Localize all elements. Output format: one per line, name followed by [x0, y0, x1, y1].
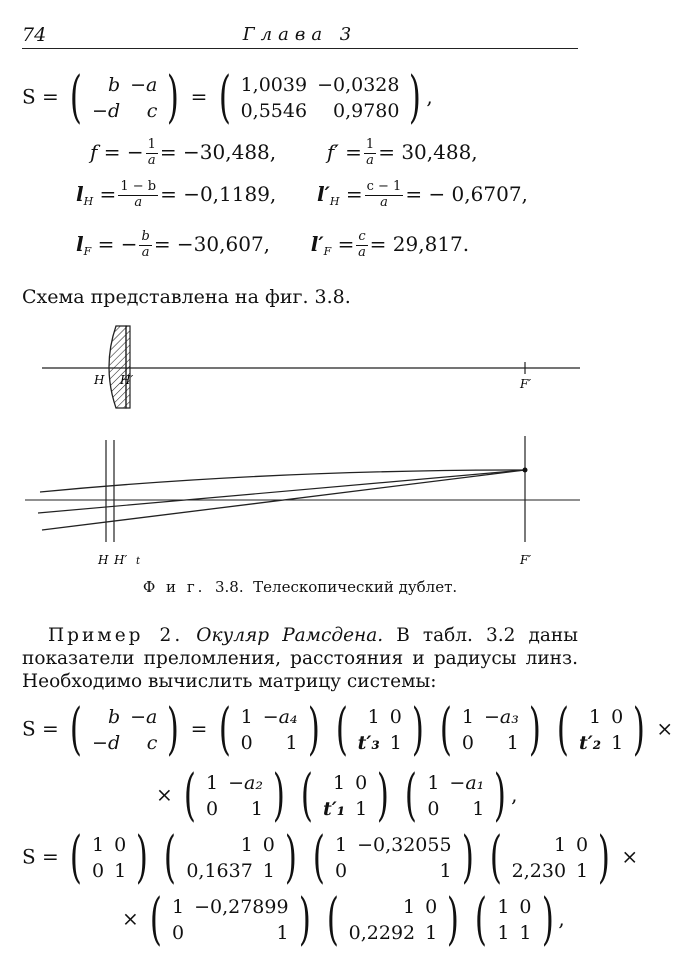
cell: 1: [114, 860, 127, 882]
eq-lhs: S: [22, 84, 36, 109]
equation-f: [90, 138, 478, 169]
lfp-symbol: l′: [310, 231, 324, 256]
fp-value: = 30,488,: [378, 139, 478, 164]
cell: 0,5546: [240, 100, 308, 122]
lh-symbol: l: [76, 181, 84, 206]
lhp-symbol: l′: [317, 181, 330, 206]
matrix-4: ( 1 0 t′₂ 1 ): [557, 697, 646, 762]
cell: −a₁: [449, 772, 485, 794]
doublet-lens: [109, 326, 126, 408]
cell: 1: [240, 834, 253, 856]
equation-ramsden-cont: [156, 763, 518, 828]
cell: 0: [114, 834, 127, 856]
cell: 1: [553, 834, 567, 856]
lhp-value: = − 0,6707,: [405, 181, 528, 206]
label-H-bottom: H: [98, 553, 109, 567]
cell: −0,27899: [194, 896, 289, 918]
equation-s-matrix: S = ( b −a −d c ) = ( 1,0039 −0,0328 0,5546 0,9780 ) ,: [22, 65, 433, 130]
numeric-matrix: ( 1,0039 −0,0328 0,5546 0,9780 ): [218, 65, 422, 130]
cell: 1: [403, 896, 416, 918]
cell: −d: [92, 732, 121, 754]
ray-1: [40, 470, 525, 492]
cell: −0,32055: [357, 834, 452, 856]
matrix-4: ( 1 0 2,230 1 ): [489, 825, 611, 890]
cell: 0: [205, 798, 219, 820]
cell: c: [146, 100, 158, 122]
equation-lh: $l_H$ = $\frac{1 - b}{a}$ = −0,1189, $l'_H$ = $\frac{c - 1}{a}$ = − 0,6707,: [76, 179, 528, 210]
figure-caption: [0, 578, 600, 596]
matrix-1: ( 1 −a₂ 0 1 ): [184, 763, 285, 828]
example-text: В табл. 3.2 даны показатели преломления, расстояния и радиусы линз. Необходимо вычислить матрицу системы:: [22, 625, 578, 692]
equation-ramsden-numeric-cont: [122, 887, 565, 952]
cell: 1: [250, 798, 263, 820]
eq-tail: ,: [426, 84, 433, 109]
times-sign: ×: [156, 782, 173, 807]
cell: 1: [285, 732, 298, 754]
matrix-3: ( 1 −0,32055 0 1 ): [313, 825, 474, 890]
scheme-text: Схема представлена на фиг. 3.8.: [22, 286, 351, 308]
cell: 0: [355, 772, 368, 794]
example-lead: Пример 2.: [48, 625, 184, 646]
fp-lhs: f′ =: [326, 139, 362, 164]
example-paragraph: [22, 624, 578, 693]
cell: 1: [519, 922, 532, 944]
cell: −a₃: [484, 706, 519, 728]
cell: 1: [389, 732, 402, 754]
cell: 0: [389, 706, 402, 728]
page-number: 74: [22, 24, 47, 46]
cell: 1: [497, 896, 510, 918]
matrix-2: ( 1 0 t′₃ 1 ): [335, 697, 424, 762]
cell: 1: [355, 798, 368, 820]
cell: −d: [92, 100, 121, 122]
lfp-value: = 29,817.: [369, 231, 470, 256]
matrix-3: ( 1 0 1 1 ): [475, 887, 554, 952]
cell: 1: [427, 772, 440, 794]
equation-lf: $l_F$ = − $\frac{b}{a}$ = −30,607, $l'_F$ = $\frac{c}{a}$ = 29,817.: [76, 229, 470, 260]
cell: −a₂: [228, 772, 263, 794]
matrix-2: ( 1 0 t′₁ 1 ): [301, 763, 390, 828]
cell: 1: [367, 706, 380, 728]
cell: 0,9780: [333, 100, 400, 122]
fp-fraction: $\frac{1}{a}$: [365, 137, 375, 168]
figure-telescopic-doublet: [20, 320, 580, 575]
chapter-title: Глава 3: [242, 24, 358, 45]
caption-label: Ф и г.: [142, 578, 206, 596]
cell: 1: [425, 922, 438, 944]
equation-ramsden-symbolic: S = ( b −a −d c ) = ( 1 −a₄ 0 1 ) ( 1 0 t′₃ 1 ) ( 1 −a₃ 0 1 ) ( 1 0 t′₂ 1 ) ×: [22, 697, 673, 762]
lf-fraction: $\frac{b}{a}$: [141, 229, 150, 260]
cell: −0,0328: [317, 74, 400, 96]
f-value: = −30,488,: [159, 139, 277, 164]
focal-point: [523, 468, 528, 473]
label-t: t: [136, 556, 141, 567]
times-sign: ×: [656, 716, 673, 741]
cell: 1: [171, 896, 185, 918]
matrix-1: ( 1 −a₄ 0 1 ): [218, 697, 320, 762]
times-sign: ×: [621, 844, 639, 869]
cell: 2,230: [511, 860, 567, 882]
lfp-fraction: $\frac{c}{a}$: [358, 229, 366, 260]
cell: 1: [240, 706, 253, 728]
cell: 1: [588, 706, 602, 728]
lh-value: = −0,1189,: [160, 181, 277, 206]
eq-tail: ,: [511, 782, 518, 807]
cell: 1: [334, 834, 348, 856]
cell: 1: [92, 834, 105, 856]
matrix-0: ( b −a −d c ): [70, 697, 180, 762]
cell: 1: [506, 732, 519, 754]
cell: 1: [333, 772, 346, 794]
eq-tail: ,: [558, 906, 565, 931]
matrix-3: ( 1 −a₃ 0 1 ): [439, 697, 541, 762]
cell: 0: [334, 860, 348, 882]
cell: 0: [461, 732, 475, 754]
matrix-3: ( 1 −a₁ 0 1 ): [405, 763, 507, 828]
lf-symbol: l: [76, 231, 84, 256]
cell: t′₁: [323, 798, 346, 820]
matrix-2: ( 1 0 0,1637 1 ): [164, 825, 297, 890]
label-Hp: H′: [120, 373, 134, 387]
cell: 1: [205, 772, 219, 794]
lf-value: = −30,607,: [153, 231, 271, 256]
eq5-lhs: S: [22, 716, 36, 741]
cell: 1: [576, 860, 589, 882]
caption-number: 3.8.: [215, 578, 244, 596]
lhp-fraction: $\frac{c - 1}{a}$: [366, 179, 402, 210]
example-title: Окуляр Рамсдена.: [196, 625, 384, 646]
ray-2: [38, 470, 525, 513]
label-Fp-bottom: F′: [520, 553, 532, 567]
cell: −a: [130, 706, 158, 728]
cell: b: [107, 74, 121, 96]
cell: 1,0039: [240, 74, 308, 96]
cell: 0: [519, 896, 532, 918]
caption-title: Телескопический дублет.: [253, 578, 458, 596]
cell: 0: [611, 706, 624, 728]
eq7-lhs: S: [22, 844, 36, 869]
cell: 0: [92, 860, 105, 882]
cell: 1: [262, 860, 275, 882]
f-lhs: f = −: [90, 139, 144, 164]
cell: −a: [130, 74, 158, 96]
cell: c: [146, 732, 158, 754]
lh-fraction: $\frac{1 - b}{a}$: [120, 179, 157, 210]
cell: 0,1637: [186, 860, 253, 882]
cell: b: [107, 706, 121, 728]
times-sign: ×: [122, 906, 139, 931]
cell: 0: [262, 834, 275, 856]
cell: 1: [439, 860, 452, 882]
matrix-2: ( 1 0 0,2292 1 ): [326, 887, 460, 952]
cell: −a₄: [262, 706, 298, 728]
label-H: H: [94, 373, 105, 387]
f-fraction: $\frac{1}{a}$: [147, 137, 156, 168]
symbolic-matrix: ( b −a −d c ): [70, 65, 180, 130]
label-Fp-top: F′: [520, 377, 532, 391]
cell: 0: [171, 922, 185, 944]
label-Hp-bottom: H′: [114, 553, 128, 567]
equation-ramsden-numeric: S = ( 1 0 0 1 ) ( 1 0 0,1637 1 ) ( 1 −0,32055 0 1 ) ( 1 0 2,230 1 ) ×: [22, 825, 639, 890]
cell: t′₂: [578, 732, 602, 754]
matrix-1: ( 1 −0,27899 0 1 ): [150, 887, 311, 952]
cell: 1: [611, 732, 624, 754]
cell: t′₃: [357, 732, 380, 754]
matrix-1: ( 1 0 0 1 ): [70, 825, 149, 890]
cell: 0,2292: [348, 922, 416, 944]
page-header: [22, 22, 578, 49]
cell: 0: [240, 732, 253, 754]
cell: 1: [276, 922, 289, 944]
cell: 1: [472, 798, 485, 820]
cell: 0: [425, 896, 438, 918]
cell: 0: [427, 798, 440, 820]
cell: 1: [461, 706, 475, 728]
cell: 0: [576, 834, 589, 856]
cell: 1: [497, 922, 510, 944]
